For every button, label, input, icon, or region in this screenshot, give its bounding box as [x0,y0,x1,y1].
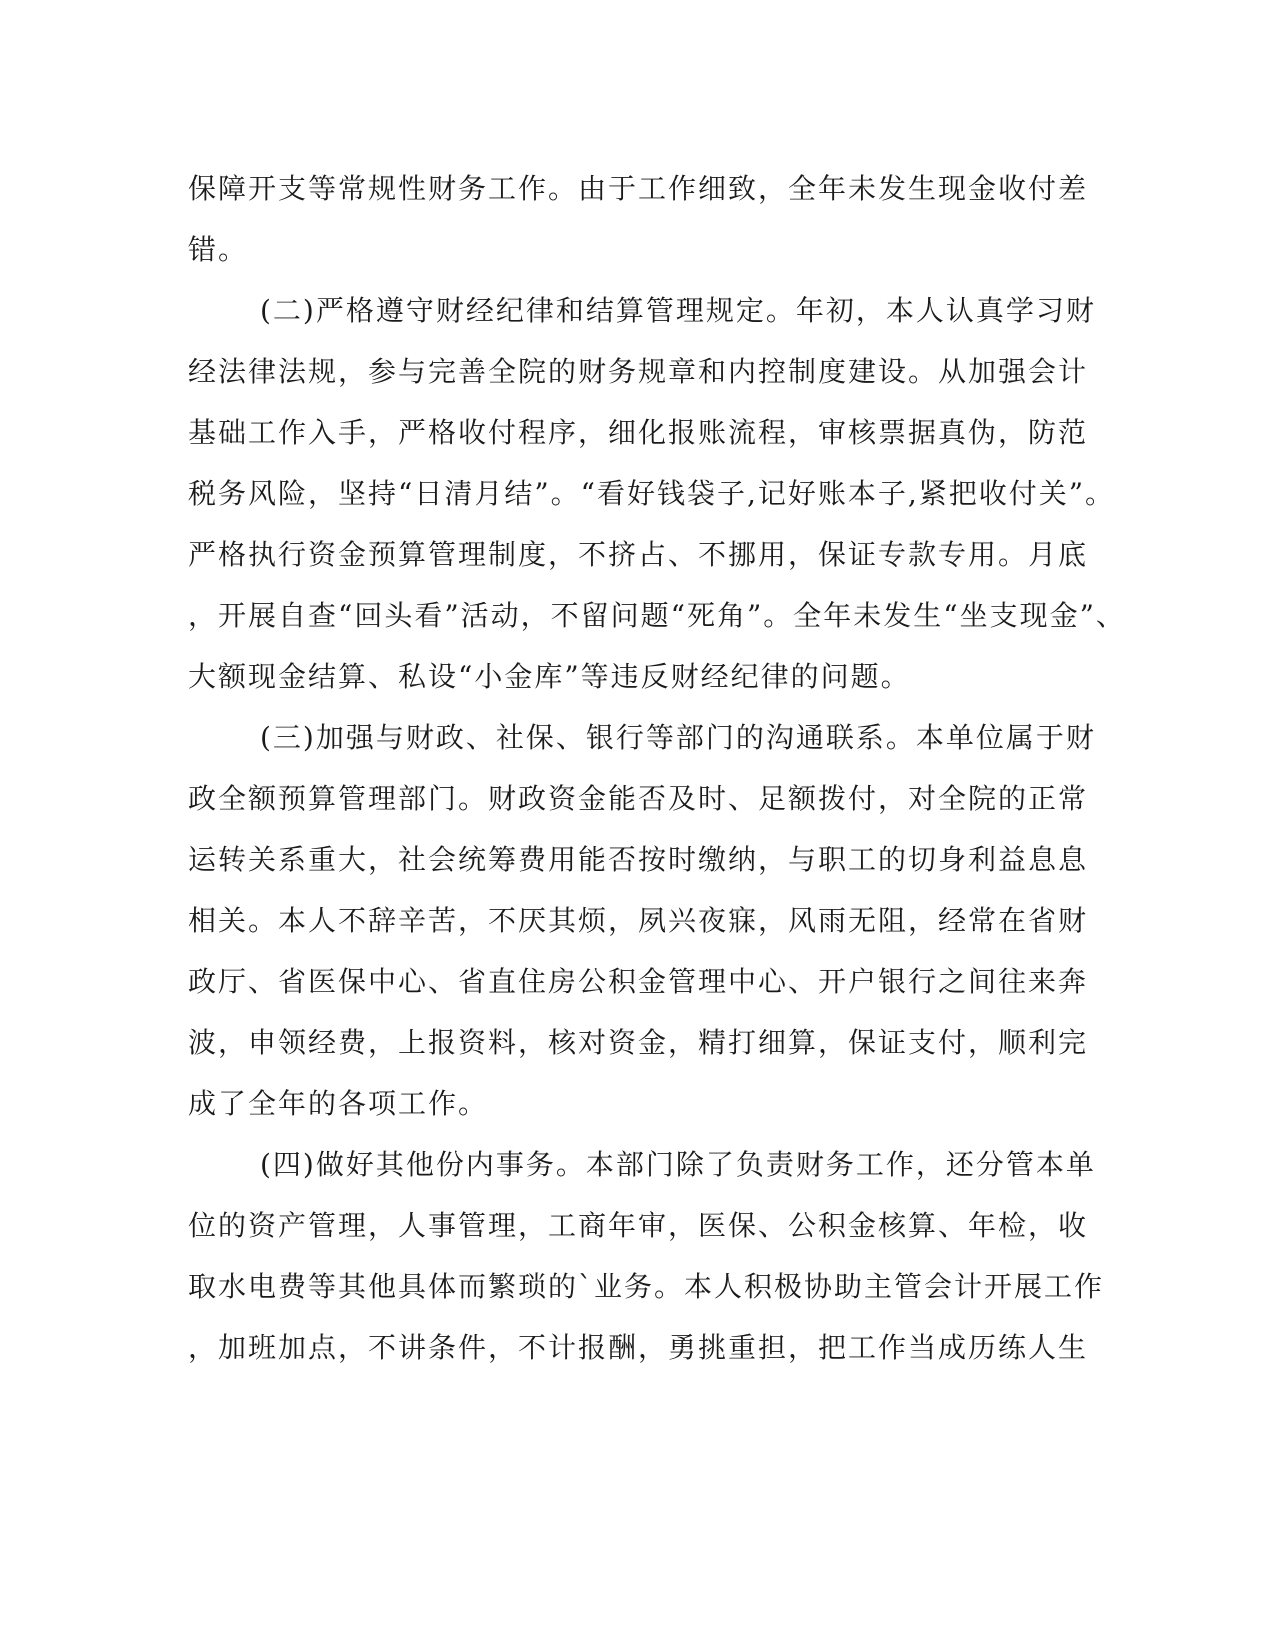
text-line: 错。 [188,233,249,266]
text-line: ，加班加点，不讲条件，不计报酬，勇挑重担，把工作当成历练人生 [188,1331,1089,1364]
section-heading-line: (四)做好其他份内事务。本部门除了负责财务工作，还分管本单 [260,1148,1096,1181]
text-line: 保障开支等常规性财务工作。由于工作细致，全年未发生现金收付差 [188,172,1089,205]
text-line: 税务风险，坚持“日清月结”。“看好钱袋子,记好账本子,紧把收付关”。 [188,477,1116,510]
text-line: 位的资产管理，人事管理，工商年审，医保、公积金核算、年检，收 [188,1209,1089,1242]
text-line: 大额现金结算、私设“小金库”等违反财经纪律的问题。 [188,660,911,693]
text-line: 成了全年的各项工作。 [188,1087,489,1120]
text-line: 政全额预算管理部门。财政资金能否及时、足额拨付，对全院的正常 [188,782,1089,815]
text-line: 运转关系重大，社会统筹费用能否按时缴纳，与职工的切身利益息息 [188,843,1089,876]
text-line: 经法律法规，参与完善全院的财务规章和内控制度建设。从加强会计 [188,355,1089,388]
document-body [188,158,1126,1378]
text-line: 取水电费等其他具体而繁琐的`业务。本人积极协助主管会计开展工作 [188,1270,1105,1303]
section-heading-line: (二)严格遵守财经纪律和结算管理规定。年初，本人认真学习财 [260,294,1096,327]
text-line: 严格执行资金预算管理制度，不挤占、不挪用，保证专款专用。月底 [188,538,1089,571]
text-line: 政厅、省医保中心、省直住房公积金管理中心、开户银行之间往来奔 [188,965,1089,998]
text-line: 相关。本人不辞辛苦，不厌其烦，夙兴夜寐，风雨无阻，经常在省财 [188,904,1089,937]
text-line: 基础工作入手，严格收付程序，细化报账流程，审核票据真伪，防范 [188,416,1089,449]
section-heading-line: (三)加强与财政、社保、银行等部门的沟通联系。本单位属于财 [260,721,1096,754]
text-line: ，开展自查“回头看”活动，不留问题“死角”。全年未发生“坐支现金”、 [188,599,1126,632]
text-line: 波，申领经费，上报资料，核对资金，精打细算，保证支付，顺利完 [188,1026,1089,1059]
